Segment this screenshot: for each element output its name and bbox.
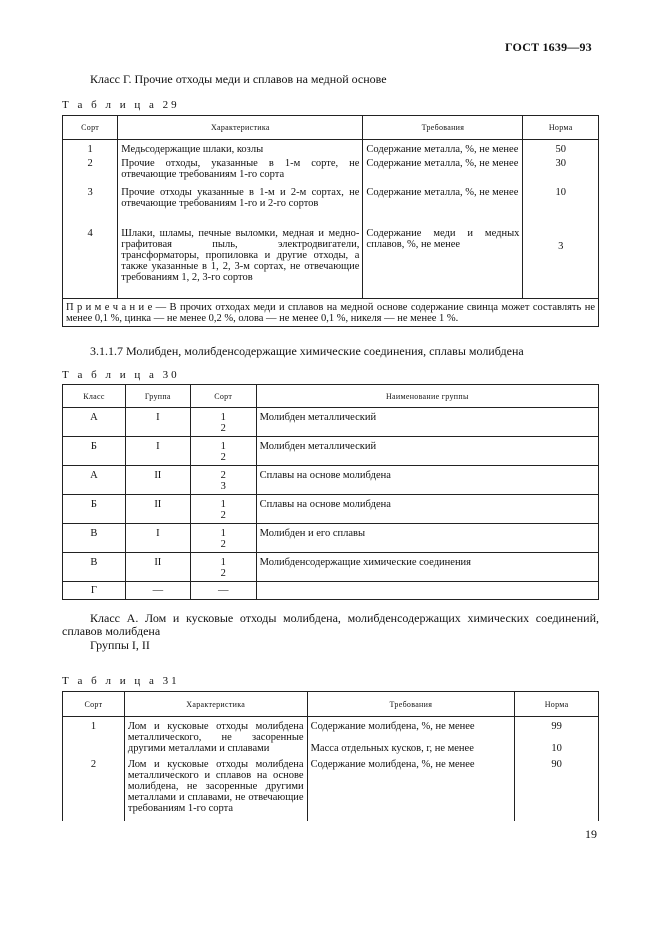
table-row: В I 1 2 Молибден и его сплавы bbox=[63, 524, 599, 553]
table-31 bbox=[62, 691, 599, 821]
standard-designation: ГОСТ 1639—93 bbox=[505, 40, 592, 54]
table-row: В II 1 2 Молибденсодержащие химические соединения bbox=[63, 553, 599, 582]
groups-subheading: Группы I, II bbox=[90, 638, 150, 652]
table-row: Г — — bbox=[63, 582, 599, 600]
table-row: 4 Шлаки, шламы, печные выломки, медная и медно-графитовая пыль, электродвигатели, трансформаторы, пропиловка и другие отходы, а также указанные в 1, 2, 3-м сортах, не отвечающие требованиям 1, 2, 3-го сортов Содержание меди и медных сплавов, %, не менее 3 bbox=[63, 228, 599, 299]
table-29-note: П р и м е ч а н и е — В прочих отходах меди и сплавов на медной основе содержание свинца может составлять не менее 0,1 %, цинка — не менее 0,2 %, олова — не менее 0,1 %, никеля — не менее 1 %. bbox=[63, 299, 599, 327]
t31-header-norm: Норма bbox=[515, 692, 599, 717]
t30-header-group: Группа bbox=[125, 385, 190, 408]
table-29 bbox=[62, 115, 599, 327]
t29-header-requirements: Требования bbox=[363, 116, 523, 140]
table-30-caption: Т а б л и ц а 30 bbox=[62, 369, 180, 381]
page-number: 19 bbox=[585, 827, 597, 841]
t30-header-class: Класс bbox=[63, 385, 126, 408]
table-row: А II 2 3 Сплавы на основе молибдена bbox=[63, 466, 599, 495]
t30-header-group-name: Наименование группы bbox=[256, 385, 598, 408]
table-29-caption: Т а б л и ц а 29 bbox=[62, 99, 180, 111]
t29-header-norm: Норма bbox=[523, 116, 599, 140]
table-31-caption: Т а б л и ц а 31 bbox=[62, 675, 180, 687]
table-29-note-row bbox=[63, 299, 599, 327]
table-row: Б I 1 2 Молибден металлический bbox=[63, 437, 599, 466]
table-row: 1 Лом и кусковые отходы молибдена металлического, не засоренные другими металлами и сплавами Содержание молибдена, %, не менее Масса отдельных кусков, г, не менее 99 10 bbox=[63, 717, 599, 755]
t29-header-characteristic: Характеристика bbox=[118, 116, 363, 140]
section-heading-molybdenum: 3.1.1.7 Молибден, молибденсодержащие химические соединения, сплавы молибдена bbox=[90, 344, 524, 358]
table-row: 2 Лом и кусковые отходы молибдена металлического и сплавов на основе молибдена, не засоренные другими металлами и сплавами, не отвечающие требованиям 1-го сорта Содержание молибдена, %, не менее 90 bbox=[63, 755, 599, 821]
t29-header-sort: Сорт bbox=[63, 116, 118, 140]
t31-header-characteristic: Характеристика bbox=[124, 692, 307, 717]
table-row: 1 Медьсодержащие шлаки, козлы Содержание металла, %, не менее 50 bbox=[63, 140, 599, 158]
table-row: Б II 1 2 Сплавы на основе молибдена bbox=[63, 495, 599, 524]
table-row: А I 1 2 Молибден металлический bbox=[63, 408, 599, 437]
table-30 bbox=[62, 384, 599, 600]
table-row: 3 Прочие отходы указанные в 1-м и 2-м сортах, не отвечающие требованиям 1-го и 2-го сортов Содержание металла, %, не менее 10 bbox=[63, 187, 599, 228]
section-heading-class-g: Класс Г. Прочие отходы меди и сплавов на медной основе bbox=[90, 72, 387, 86]
t31-header-sort: Сорт bbox=[63, 692, 125, 717]
section-heading-class-a: Класс А. Лом и кусковые отходы молибдена, молибденсодержащих химических соединений, сплавов молибдена bbox=[62, 611, 599, 638]
table-row: 2 Прочие отходы, указанные в 1-м сорте, не отвечающие требованиям 1-го сорта Содержание металла, %, не менее 30 bbox=[63, 158, 599, 187]
t31-header-requirements: Требования bbox=[307, 692, 515, 717]
t30-header-sort: Сорт bbox=[190, 385, 256, 408]
